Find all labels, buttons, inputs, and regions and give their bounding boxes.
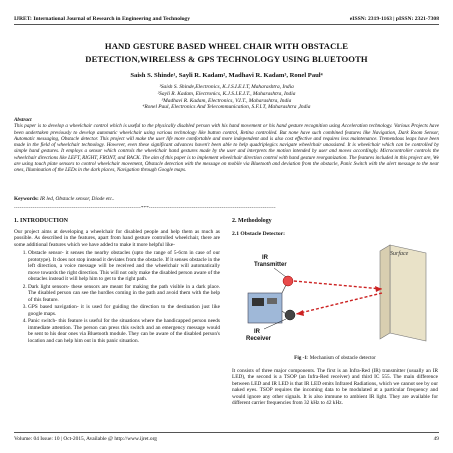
list-item: 4. Panic switch- this feature is useful for the situations where the handicapped person needs immediate attention. The person can press this switch and an emergency message would be sent to his dear ones via Bluetooth module. They can be aware of the disabled person's location and can help him out in this panic situation. [28, 318, 220, 344]
transmitter-label: IR Transmitter [254, 255, 287, 268]
running-header [14, 16, 439, 22]
section-divider: --------------------------------------------------------------------***-------------------------------------------------------------------- [14, 206, 276, 211]
list-item: 1. Obstacle sensor- it senses the nearby obstacles (upto the range of 5-6cm in case of our prototype). It does not stop instead it deviates from the obstacle. If it senses obstacle in the left direction, a voice message will be received and the wheelchair will automatically move towards the right direction. This will not only make the disabled person aware of the obstacles instead it will help him to get to the right path. [28, 250, 220, 283]
receiver-label: IR Receiver [246, 329, 272, 342]
right-column [232, 218, 438, 409]
list-item: 2. Dark light sensors- these sensors are meant for making the path visible in a dark place. The disabled person can see the hurdles coming in the path and avoid them with the help of this feature. [28, 284, 220, 304]
footer-rule [14, 432, 439, 433]
chip [252, 298, 264, 306]
reflected-beam [296, 293, 382, 314]
journal-name: IJRET: International Journal of Research in Engineering and Technology [14, 16, 191, 22]
abstract [14, 117, 439, 174]
obstacle-detector-heading: 2.1 Obstacle Detector: [232, 230, 285, 237]
title-line-1: HAND GESTURE BASED WHEEL CHAIR WITH OBSTACLE [104, 41, 349, 51]
abstract-label: Abstract [14, 117, 32, 123]
list-item: 3. GPS based navigation- it is used for guiding the direction to the destination just like google maps. [28, 304, 220, 317]
figure-caption-text: : Mechanism of obstacle detector [306, 355, 376, 361]
running-footer [14, 436, 439, 442]
surface-label: Surface [390, 251, 409, 257]
issn: eISSN: 2319-1163 | pISSN: 2321-7308 [349, 16, 439, 22]
feature-list [14, 250, 220, 344]
paper-title [20, 40, 433, 66]
figure-obstacle-detector [232, 241, 438, 353]
circuit-board [248, 293, 282, 323]
keywords [14, 196, 115, 202]
surface-side [380, 245, 390, 339]
affiliation-1: ¹Saish S. Shinde,Electronics, K.J.S.I.E.I.T, Maharashtra, India [159, 84, 294, 90]
transmitter-led [283, 276, 293, 286]
obstacle-detector-diagram [240, 241, 430, 351]
left-column [14, 218, 220, 345]
chip-2 [267, 298, 277, 304]
transmitted-beam [294, 281, 382, 289]
intro-heading: 1. INTRODUCTION [14, 218, 69, 224]
transmitter-lead [282, 285, 286, 293]
abstract-text: This paper is to develop a wheelchair control which is useful to the physically disabled person with his hand movement or his hand gesture recognition using Acceleration technology. Various Projects have been undertaken previously to develop automatic wheelchair using various technology like button control, Retina controlled. But none have such combined features like Navigation, Dark Room Sensor, Automatic messaging, Obstacle detector. This project will make the user life more comfortable and more independent and is also cost effective and requires less maintenance. Tremendous leaps have been made in the field of wheelchair technology. However, even these significant advances haven't been able to help quadriplegics navigate wheelchair unassisted. It is wheelchair which can be controlled by simple hand gestures. It employs a sensor which controls the wheelchair hand gestures made by the user and interprets the motion intended by user and moves accordingly. Microcontroller controls the wheelchair directions like LEFT, RIGHT, FRONT, and BACK. The aim of this paper is to implement wheelchair direction control with hand gesture reorganization. The features included in this project are, We are using touch plate sensors to control wheelchair movement, Obstacle detection with the message on mobile via Bluetooth and deviation from the obstacle, Panic Switch with the alert message to the near ones, Illumination of the LEDs in the dark places, Navigation through Google maps. [14, 123, 439, 174]
intro-paragraph: Our project aims at developing a wheelchair for disabled people and help them as much as possible. As described in the features, apart from hand gesture controlled wheelchair, there are some additional features which we have added to make it more helpful like- [14, 228, 220, 248]
affiliation-3: ³Madhavi R. Kadam, Electronics, V.I.T., Maharashtra, India [161, 97, 292, 104]
title-line-2: DETECTION,WIRELESS & GPS TECHNOLOGY USING BLUETOOTH [85, 54, 368, 64]
volume-info: Volume: 04 Issue: 10 | Oct-2015, Available @ http://www.ijret.org [14, 436, 157, 442]
header-rule [14, 24, 439, 25]
keywords-text: IR led, Obstacle sensor, Diode etc.. [40, 196, 115, 202]
page-number: 49 [433, 436, 439, 442]
methodology-heading: 2. Methodology [232, 218, 272, 224]
surface-block [390, 245, 426, 341]
author-list: Saish S. Shinde¹, Sayli R. Kadam², Madhavi R. Kadam³, Ronel Paul⁴ [130, 72, 323, 79]
figure-caption-label: Fig -1 [294, 355, 307, 361]
obstacle-detector-paragraph: It consists of three major components. The first is an Infra-Red (IR) transmitter (usually an IR LED), the second is a TSOP (an Infra-Red receiver) and third IC 555. The main difference between LED and IR LED is that IR LED emits Infrared Radiations, which we cannot see by our naked eyes. TSOP requires the incoming data to be modulated at a particular frequency and would ignore any other signals. It is also immune to ambient IR light. They are available for different carrier frequencies from 32 kHz to 42 kHz. [232, 367, 438, 406]
affiliation-2: ²Sayli R. Kadam, Electronics, K.J.S.I.E.I.T., Maharashtra, India [157, 90, 296, 97]
figure-caption [232, 355, 438, 362]
keywords-label: Keywords: [14, 196, 39, 202]
affiliation-4: ⁴Ronel Paul, Electronics And Telecommunication, S.F.I.T, Maharashtra ,India [142, 104, 311, 111]
transmitter-pointer [274, 268, 286, 277]
receiver-led [285, 310, 295, 320]
affiliations [40, 84, 413, 111]
